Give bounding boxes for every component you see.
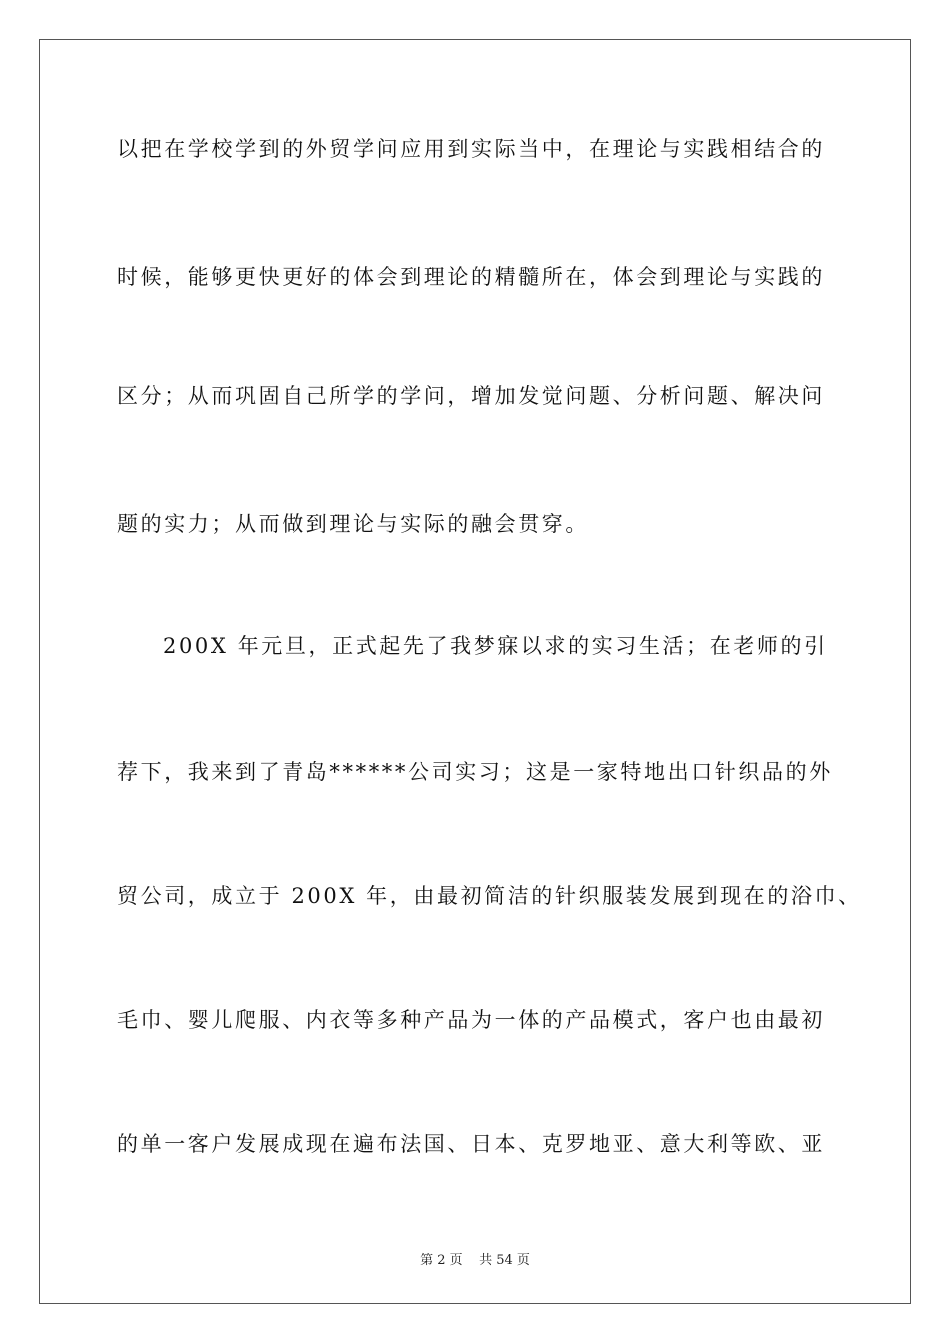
paragraph-line-5: 200X 年元旦，正式起先了我梦寐以求的实习生活；在老师的引 bbox=[163, 634, 828, 658]
page-number-footer: 第 2 页 共 54 页 bbox=[420, 1253, 530, 1268]
paragraph-line-6: 荐下，我来到了青岛******公司实习；这是一家特地出口针织品的外 bbox=[117, 760, 833, 784]
paragraph-line-9: 的单一客户发展成现在遍布法国、日本、克罗地亚、意大利等欧、亚 bbox=[117, 1132, 825, 1156]
paragraph-line-1: 以把在学校学到的外贸学问应用到实际当中，在理论与实践相结合的 bbox=[117, 137, 825, 161]
paragraph-line-7: 贸公司，成立于 200X 年，由最初简洁的针织服装发展到现在的浴巾、 bbox=[117, 884, 862, 908]
paragraph-line-8: 毛巾、婴儿爬服、内衣等多种产品为一体的产品模式，客户也由最初 bbox=[117, 1008, 825, 1032]
paragraph-line-4: 题的实力；从而做到理论与实际的融会贯穿。 bbox=[117, 512, 589, 536]
page-border bbox=[39, 39, 911, 1304]
paragraph-line-2: 时候，能够更快更好的体会到理论的精髓所在，体会到理论与实践的 bbox=[117, 265, 825, 289]
paragraph-line-3: 区分；从而巩固自己所学的学问，增加发觉问题、分析问题、解决问 bbox=[117, 384, 825, 408]
